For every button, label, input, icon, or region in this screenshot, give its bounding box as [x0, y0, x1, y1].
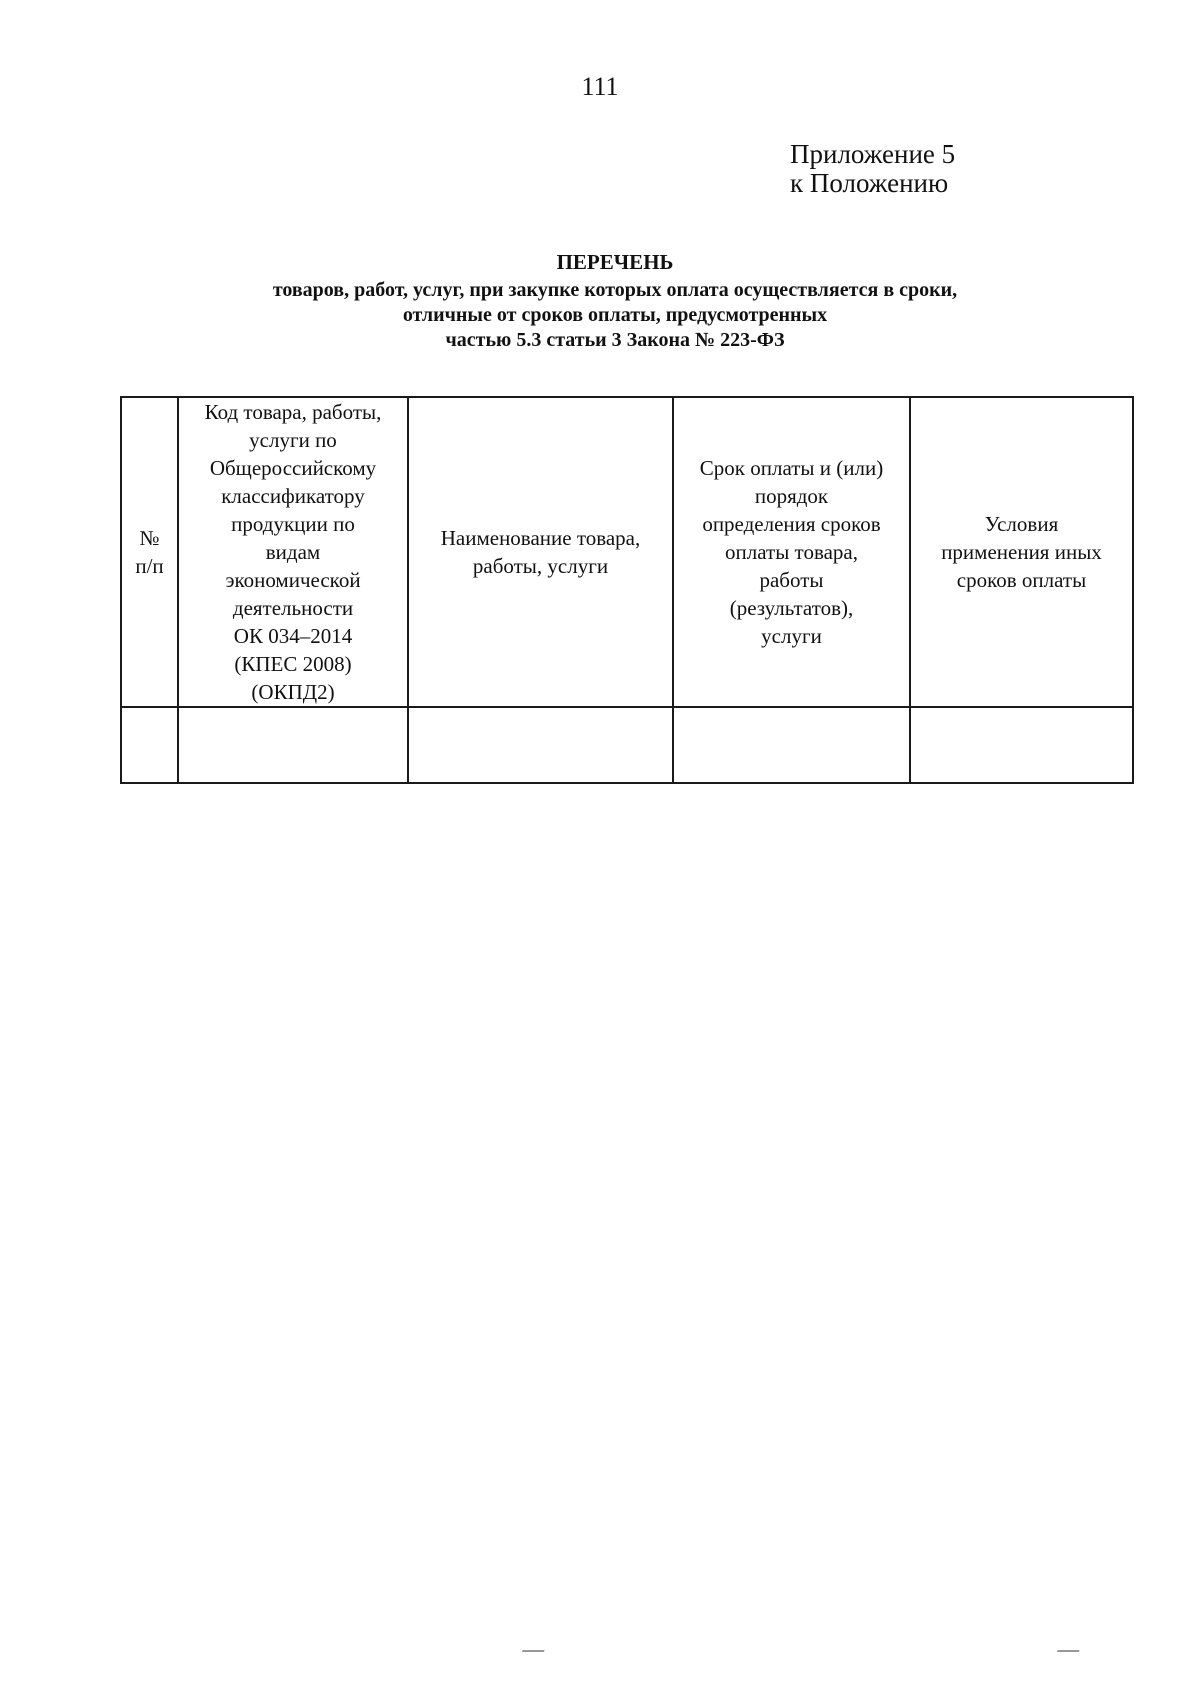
column-header-conditions: [910, 397, 1133, 707]
header-line: услуги: [761, 624, 822, 648]
header-line: п/п: [135, 554, 164, 578]
header-line: Наименование товара,: [440, 526, 641, 550]
table-header-row: [121, 397, 1133, 707]
header-line: (ОКПД2): [251, 680, 335, 704]
column-header-number: [121, 397, 178, 707]
header-line: (КПЕС 2008): [234, 652, 352, 676]
header-line: ОК 034–2014: [233, 624, 353, 648]
header-line: экономической: [225, 568, 361, 592]
header-line: работы: [759, 568, 824, 592]
procurement-list-table: [120, 396, 1134, 784]
header-line: работы, услуги: [472, 554, 609, 578]
header-line: №: [139, 526, 160, 550]
table-cell: [178, 707, 408, 783]
header-line: видам: [265, 540, 321, 564]
header-line: деятельности: [232, 596, 354, 620]
scan-mark: [1057, 1646, 1081, 1652]
header-line: применения иных: [941, 540, 1102, 564]
header-line: определения сроков: [702, 512, 881, 536]
appendix-line-2: к Положению: [790, 168, 949, 198]
header-line: оплаты товара,: [725, 540, 858, 564]
header-line: Срок оплаты и (или): [699, 456, 884, 480]
column-header-item-name: [408, 397, 673, 707]
document-heading: [100, 250, 1130, 353]
header-line: сроков оплаты: [956, 568, 1087, 592]
document-title: ПЕРЕЧЕНЬ: [556, 250, 674, 274]
header-line: (результатов),: [729, 596, 854, 620]
header-line: продукции по: [231, 512, 355, 536]
header-line: Код товара, работы,: [204, 400, 382, 424]
heading-line-2: отличные от сроков оплаты, предусмотренных: [402, 304, 828, 326]
scan-mark: [522, 1646, 546, 1652]
heading-line-3: частью 5.3 статьи 3 Закона № 223-ФЗ: [445, 329, 785, 351]
column-header-payment-term: [673, 397, 910, 707]
table-cell: [408, 707, 673, 783]
heading-line-1: товаров, работ, услуг, при закупке которых оплата осуществляется в сроки,: [272, 279, 958, 301]
table-row: [121, 707, 1133, 783]
appendix-line-1: Приложение 5: [790, 139, 956, 169]
header-line: порядок: [754, 484, 829, 508]
table-cell: [910, 707, 1133, 783]
header-line: Условия: [984, 512, 1059, 536]
header-line: услуги по: [249, 428, 337, 452]
table-cell: [673, 707, 910, 783]
header-line: классификатору: [221, 484, 365, 508]
page-number: 111: [581, 72, 619, 101]
table-cell: [121, 707, 178, 783]
column-header-okpd2-code: [178, 397, 408, 707]
appendix-note: [790, 140, 955, 198]
header-line: Общероссийскому: [209, 456, 377, 480]
